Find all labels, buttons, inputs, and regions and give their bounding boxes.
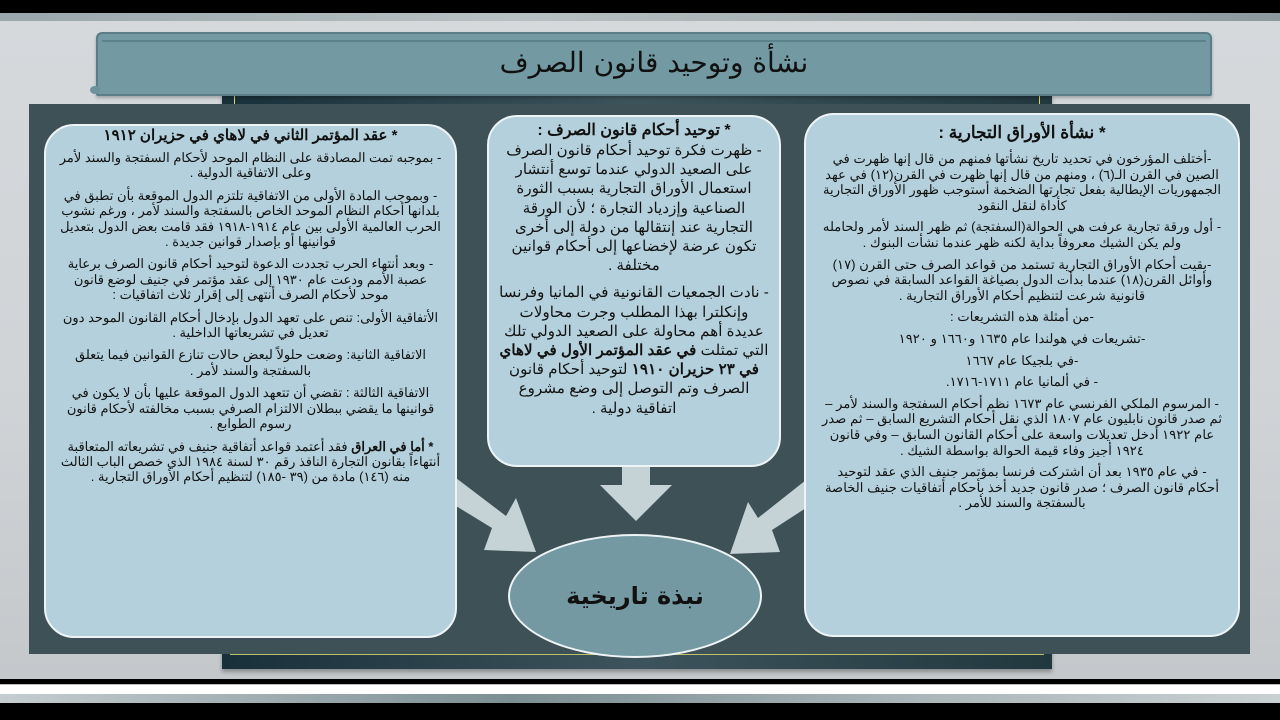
- bottom-strip: [0, 694, 1280, 703]
- arrow-down-right-icon: [456, 470, 538, 556]
- paragraph: [499, 283, 769, 417]
- arrow-down-icon: [598, 467, 674, 523]
- paragraph: الاتفاقية الثانية: وضعت حلولاً لبعض حالات تنازع القوانين فيما يتعلق بالسفتجة والسند لأمر .: [75, 347, 426, 378]
- paragraph: الاتفاقية الثالثة : تقضي أن تتعهد الدول الموقعة عليها بأن لا يكون في قوانينها ما يقضي ببطلان الالتزام الصرفي بسبب مخالفته لأحكام قانون رسوم الطوابع .: [66, 385, 435, 432]
- paragraph: [58, 439, 443, 485]
- center-label: نبذة تاريخية: [566, 582, 704, 610]
- paragraph: - في ألمانيا عام ١٧١١-١٧١٦.: [945, 374, 1099, 390]
- paragraph: - في عام ١٩٣٥ بعد أن اشتركت فرنسا بمؤتمر جنيف الذي عقد لتوحيد أحكام قانون الصرف ؛ صدر قانون جديد أخذ بأحكام أتفاقيات جنيف الخاصة بالسفتجة والسند للأمر .: [824, 464, 1219, 511]
- paragraph: -تشريعات في هولندا عام ١٦٣٥ و١٦٦٠ و ١٩٢٠: [898, 330, 1146, 346]
- page-title: نشأة وتوحيد قانون الصرف: [499, 46, 809, 79]
- paragraph: -أختلف المؤرخون في تحديد تاريخ نشأتها فمنهم من قال إنها ظهرت في الصين في القرن الـ(٦) ، ومنهم من قال إنها ظهرت في القرن(١٢) في عهد الجمهوريات الإيطالية بفعل تجارتها الضخمة أستوجب ظهور الأوراق التجارية كأداة لنقل النقود: [822, 151, 1222, 213]
- paragraph: -من أمثلة هذه التشريعات :: [950, 309, 1094, 325]
- title-banner: [96, 32, 1212, 96]
- paragraph: - المرسوم الملكي الفرنسي عام ١٦٧٣ نظم أحكام السفتجة والسند لأمر – ثم صدر قانون نابليون عام ١٨٠٧ الذي نقل أحكام التشريع السابق – ثم صدر عام ١٩٢٢ أدخل تعديلات واسعة على أحكام القانون السابق – وفي قانون ١٩٢٤ أجيز وفاء قيمة الحوالة بواسطة الشيك .: [822, 395, 1222, 458]
- top-strip: [0, 13, 1280, 21]
- box-heading: * توحيد أحكام قانون الصرف :: [537, 122, 731, 139]
- box-second-hague-conference: [44, 124, 457, 638]
- paragraph: - ظهرت فكرة توحيد أحكام قانون الصرف على الصعيد الدولي عندما توسع أنتشار استعمال الأوراق التجارية بسبب الثورة الصناعية وإزدياد التجارة ؛ لأن الورقة التجارية عند إنتقالها من دولة إلى أخرى تكون عرضة لإخضاعها إلى أحكام قوانين مختلفة .: [506, 142, 762, 275]
- arrow-down-left-icon: [730, 476, 806, 556]
- paragraph-text: فقد أعتمد قواعد أتفاقية جنيف في تشريعاته المتعاقبة أنتهاءاً بقانون التجارة النافذ رقم ٣٠ لسنة ١٩٨٤ الذي خصص الباب الثالث منه (١٤٦) مادة من (٣٩ -١٨٥) لتنظيم أحكام الأوراق التجارية .: [60, 438, 441, 485]
- center-ellipse: [508, 534, 762, 658]
- paragraph-text: - نادت الجمعيات القانونية في المانيا وفرنسا وإنكلترا بهذا المطلب وجرت محاولات عديدة أهم محاولة على الصعيد الدولي تلك التي تمثلت: [499, 284, 769, 360]
- paragraph-bold: في عقد المؤتمر الأول في لاهاي في ٢٣ حزيران ١٩١٠: [499, 342, 760, 379]
- paragraph: -بقيت أحكام الأوراق التجارية تستمد من قواعد الصرف حتى القرن (١٧) وأوائل القرن(١٨) عندما بدأت الدول بصياغة القواعد السابقة في نصوص قانونية شرعت لتنظيم أحكام الأوراق التجارية .: [831, 256, 1213, 303]
- banner-scroll-curl: [90, 86, 100, 94]
- box-origin-commercial-papers: [804, 113, 1240, 637]
- box-heading: * نشأة الأوراق التجارية :: [938, 123, 1106, 142]
- paragraph: الأتفاقية الأولى: تنص على تعهد الدول بإدخال أحكام القانون الموحد دون تعديل في تشريعاتها الداخلية .: [62, 309, 439, 341]
- paragraph: -في بلجيكا عام ١٦٦٧: [965, 352, 1079, 368]
- paragraph-text: لتوحيد أحكام قانون الصرف وتم التوصل إلى وضع مشروع اتفاقية دولية .: [508, 361, 750, 417]
- paragraph-bold: * أما في العراق: [351, 438, 434, 454]
- paragraph: - وبعد أنتهاء الحرب تجددت الدعوة لتوحيد أحكام قانون الصرف برعاية عصبة الأمم ودعت عام ١٩٣٠ إلى عقد مؤتمر في جنيف لوضع قانون موحد لأحكام الصرف أنتهى إلى إقرار ثلاث اتفاقيات :: [67, 256, 434, 303]
- box-heading: * عقد المؤتمر الثاني في لاهاي في حزيران ١٩١٢: [103, 127, 398, 144]
- paragraph: - بموجبه تمت المصادقة على النظام الموحد لأحكام السفتجة والسند لأمر وعلى الاتفاقية الدولية .: [59, 150, 442, 181]
- box-unification-exchange-law: [487, 115, 781, 467]
- paragraph: - أول ورقة تجارية عرفت هي الحوالة(السفتجة) ثم ظهر السند لأمر ولحامله ولم يكن الشيك معروفاً بداية لكنه ظهر عندما نشأت البنوك .: [822, 219, 1222, 250]
- paragraph: - وبموجب المادة الأولى من الاتفاقية تلتزم الدول الموقعة بأن تطبق في بلدانها أحكام النظام الموحد الخاص بالسفتجة والسند لأمر ، ورغم نشوب الحرب العالمية الأولى بين عام ١٩١٤-١٩١٨ فقد قامت بعض الدول بتعديل قوانينها أو بإصدار قوانين جديدة .: [60, 187, 441, 250]
